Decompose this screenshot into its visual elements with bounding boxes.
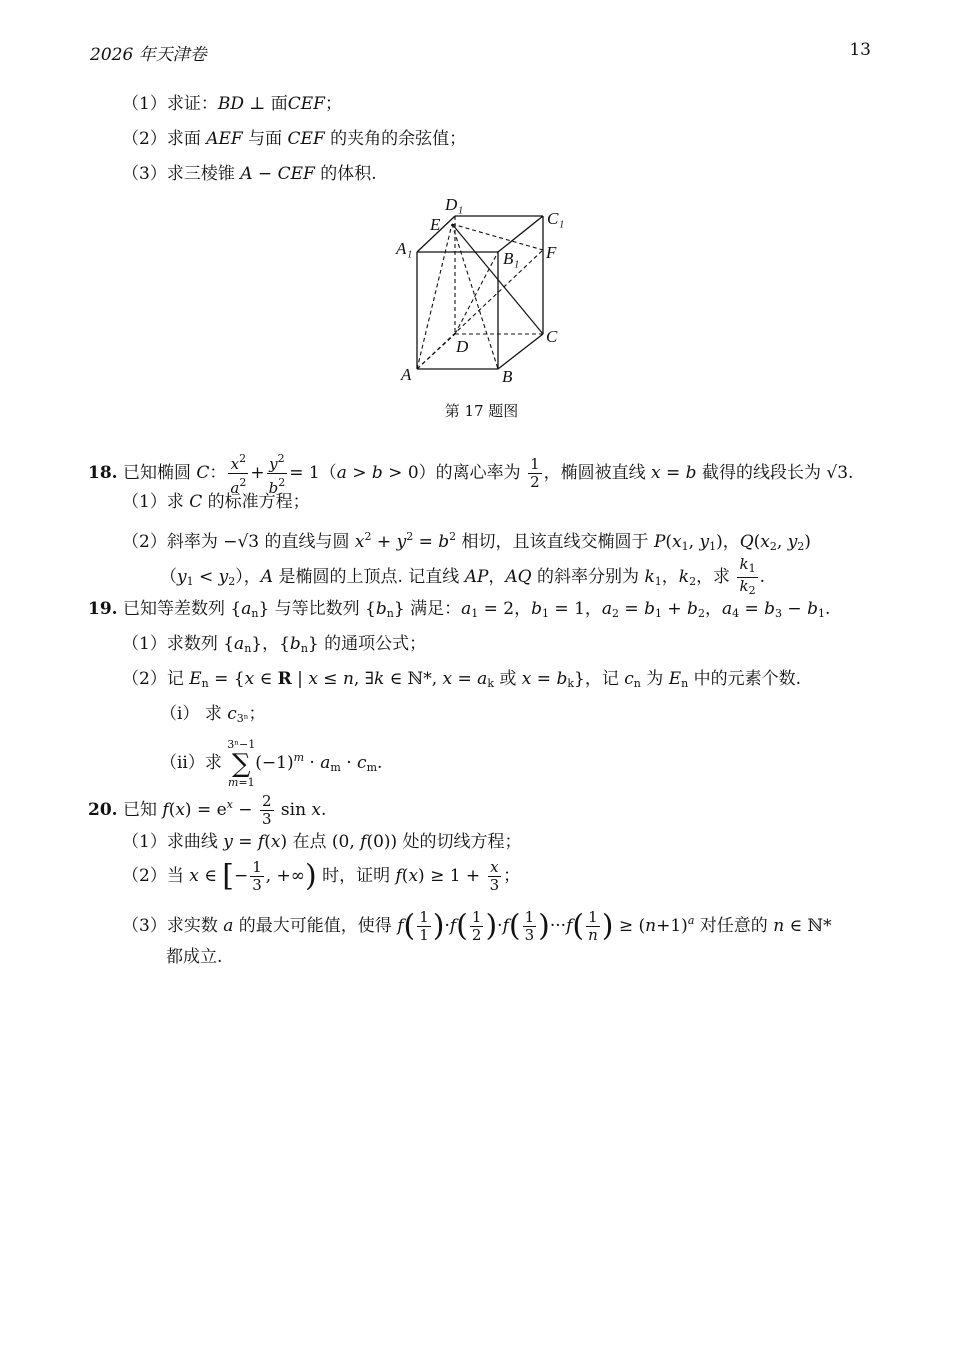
p20-q1: （1）求曲线 y = f(x) 在点 (0, f(0)) 处的切线方程；	[122, 832, 522, 852]
p17-q2: （2）求面 AEF 与面 CEF 的夹角的余弦值；	[122, 129, 467, 149]
label-c1: C₁	[547, 209, 565, 228]
figure-caption: 第 17 题图	[444, 402, 519, 420]
p18-q2a: （2）斜率为 −√3 的直线与圆 $x^2 + y^2 = b^2$ 相切，且该直线交椭圆于 $P(x_1$, $y_1$)，$Q(x_2$, $y_2$)	[122, 530, 811, 553]
p19-q1: （1）求数列 $\{a_n\}$，$\{b_n\}$ 的通项公式；	[122, 634, 427, 655]
p19-stem: 19. 已知等差数列 $\{a_n\}$ 与等比数列 $\{b_n\}$ 满足：$a_1 = 2$，$b_1 = 1$，$a_2 = b_1 + b_2$，$a_4 = b_3 - b_1$.	[88, 599, 831, 620]
label-a: A	[401, 365, 412, 384]
p20-stem: 20. 已知 $f(x) = e^x$ − $\frac{2}{3}$ sin x.	[88, 792, 327, 828]
p19-qii: （ii）求 3ⁿ−1 ∑ $m=1(-1)^m \cdot a_m \cdot c_m$.	[160, 737, 383, 789]
prism-figure	[390, 192, 580, 392]
p18-q1: （1）求 C 的标准方程；	[122, 492, 310, 512]
label-a1: A₁	[396, 239, 413, 258]
label-b: B	[502, 367, 513, 386]
p20-q2: （2）当 x ∈ [− $\frac{1}{3}$ , +∞) 时，证明 f(x) ≥ 1 + $\frac{x}{3}$ ；	[122, 858, 521, 894]
p20-q3c: 都成立.	[166, 947, 223, 967]
label-f: F	[546, 243, 557, 262]
label-d: D	[456, 337, 469, 356]
header-title: 2026 年天津卷	[90, 45, 207, 65]
p17-q1: （1）求证：BD ⊥ 面CEF；	[122, 94, 342, 114]
label-b1: B₁	[503, 249, 520, 268]
p20-q3: （3）求实数 a 的最大可能值，使得 f( $\frac{1}{1}$ )·f( $\frac{1}{2}$ )·f( $\frac{1}{3}$ )···f( $\frac{1}{n}$ ) ≥ $(n+1)^a$ 对任意的 n ∈ ℕ*	[122, 908, 832, 944]
p17-q3: （3）求三棱锥 A − CEF 的体积.	[122, 164, 377, 184]
label-e: E	[430, 215, 441, 234]
label-c: C	[546, 327, 558, 346]
page-number: 13	[849, 40, 871, 60]
label-d1: D₁	[445, 195, 464, 214]
p18-q2b: $(y_1 < y_2)$，A 是椭圆的上顶点. 记直线 AP，AQ 的斜率分别为 $k_1$，$k_2$，求 $\frac{k_1}{k_2}$ .	[160, 555, 765, 597]
p18-stem: 18. 已知椭圆 C： $\frac{x^2}{a^2}$ + $\frac{y^2}{b^2}$ = 1（a > b > 0）的离心率为 $\frac{1}{2}$ ，椭圆被直线 x = b 截得的线段长为 √3.	[88, 452, 854, 497]
p19-qi: （i） 求 $c_{3^n}$；	[160, 704, 266, 725]
p19-q2: （2）记 $E_n = \{x$ ∈ R | x ≤ n, ∃k ∈ ℕ*, $x = a_k$ 或 $x = b_k$}，记 $c_n$ 为 $E_n$ 中的元素个数.	[122, 669, 802, 690]
